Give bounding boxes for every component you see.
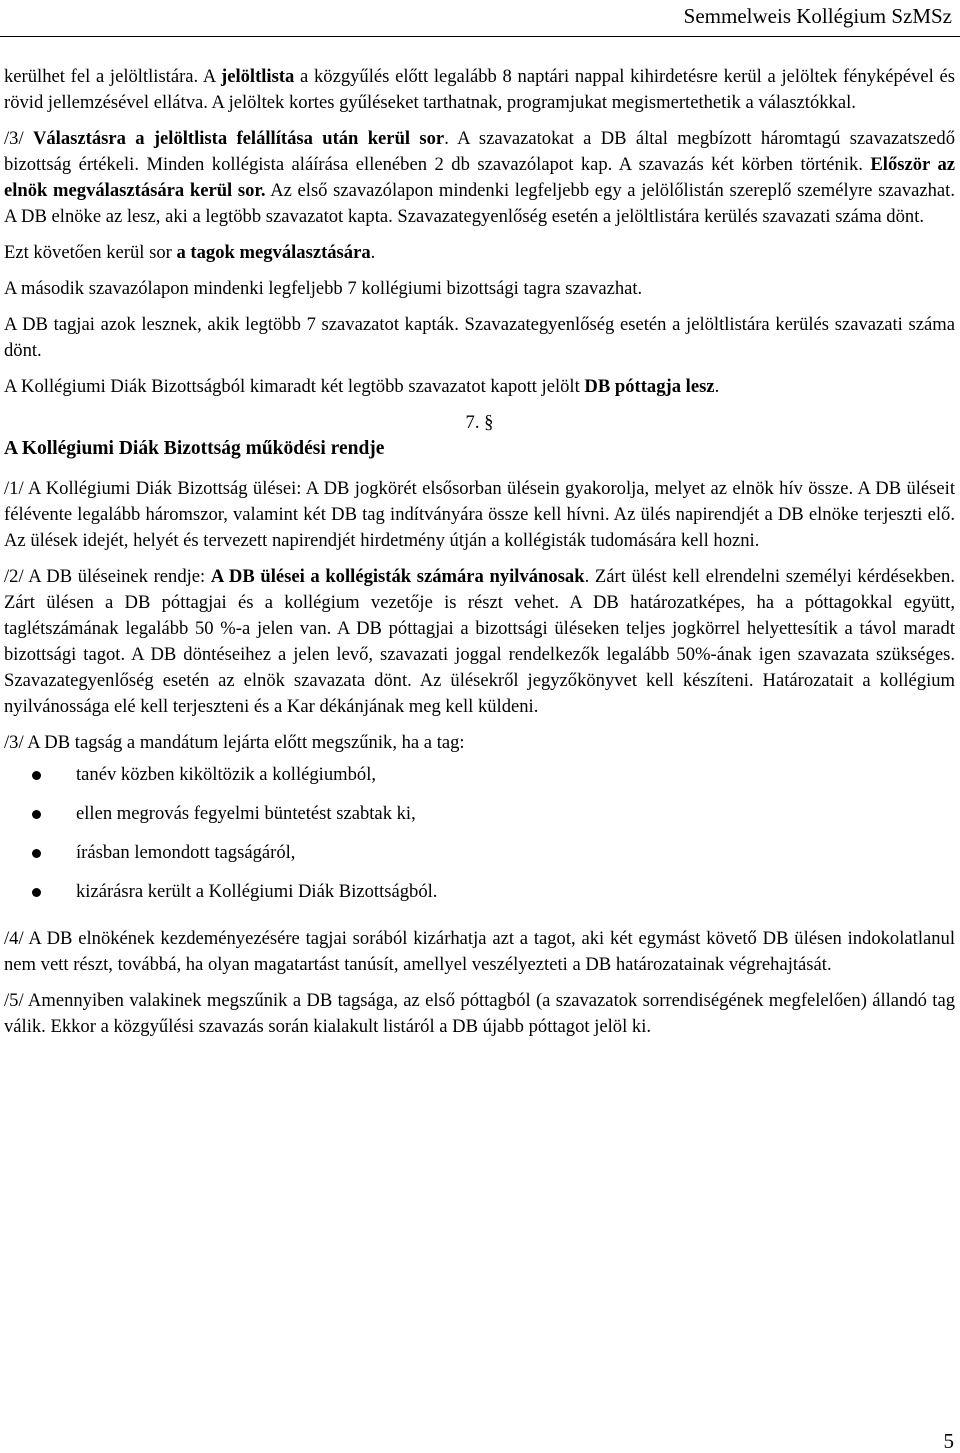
page-number: 5 <box>943 1429 954 1453</box>
bold-text: DB póttagja lesz <box>584 376 715 397</box>
paragraph-members-election <box>4 240 955 266</box>
list-item <box>4 801 955 840</box>
text-run: kerülhet fel a jelöltlistára. A <box>4 66 221 87</box>
paragraph-meeting-rules <box>4 564 955 720</box>
paragraph-exclusion: /4/ A DB elnökének kezdeményezésére tagjai sorából kizárhatja azt a tagot, aki két egymást követő DB ülésen indokolatlanul nem vett részt, továbbá, ha olyan magatartást tanúsít, amellyel veszélyezteti a DB határozatainak végrehajtását. <box>4 928 955 975</box>
text-run: Az első szavazólapon mindenki legfeljebb egy a jelölőlistán szereplő személyre szavazhat. A DB elnöke az lesz, aki a legtöbb szavazatot kapta. Szavazategyenlőség esetén a jelöltlistára kerülés szavazati száma dönt. <box>4 180 955 227</box>
paragraph-election-procedure <box>4 126 955 230</box>
list-item-text: tanév közben kiköltözik a kollégiumból, <box>76 764 377 785</box>
section-number-text: 7. <box>465 412 480 433</box>
section-number <box>4 410 955 436</box>
page-header <box>0 0 960 37</box>
list-item-text: kizárásra került a Kollégiumi Diák Bizottságból. <box>76 881 438 902</box>
section-title: A Kollégiumi Diák Bizottság működési rendje <box>4 438 385 459</box>
bold-text: Választásra a jelöltlista felállítása után kerül sor <box>32 128 445 149</box>
bold-text: a tagok megválasztására <box>176 242 371 263</box>
text-run: /3/ <box>4 128 33 149</box>
paragraph-substitutes <box>4 374 955 400</box>
text-run: . A szavazatokat a DB által megbízott háromtagú szavazatszedő bizottság értékeli. Minden kollégista aláírása ellenében 2 db szavazólapot kap. A szavazás két körben történik. <box>4 128 955 175</box>
text-run: Ezt követően kerül sor <box>4 242 177 263</box>
paragraph-members-result: A DB tagjai azok lesznek, akik legtöbb 7 szavazatot kapták. Szavazategyenlőség esetén a jelöltlistára kerülés szavazati száma dönt. <box>4 314 955 361</box>
paragraph-membership-end: /3/ A DB tagság a mandátum lejárta előtt megszűnik, ha a tag: <box>4 732 465 753</box>
bold-text: A DB ülései a kollégisták számára nyilvánosak <box>210 566 585 587</box>
bold-text: Először az elnök megválasztására kerül sor. <box>4 154 955 201</box>
bold-text: jelöltlista <box>221 66 295 87</box>
list-item-text: írásban lemondott tagságáról, <box>76 842 296 863</box>
bullet-icon <box>32 888 41 897</box>
paragraph-replacement: /5/ Amennyiben valakinek megszűnik a DB tagsága, az első póttagból (a szavazatok sorrendiségének megfelelően) állandó tag válik. Ekkor a közgyűlési szavazás során kialakult listáról a DB újabb póttagot jelöl ki. <box>4 990 955 1037</box>
paragraph-meetings: /1/ A Kollégiumi Diák Bizottság ülései: A DB jogkörét elsősorban ülésein gyakorolja, melyet az elnök hív össze. A DB üléseit félévente legalább háromszor, valamint két DB tag indítványára össze kell hívni. Az ülés napirendjét a DB elnöke terjeszti elő. Az ülések idejét, helyét és tervezett napirendjét hirdetmény útján a kollégisták tudomására kell hozni. <box>4 478 955 551</box>
list-item <box>4 762 955 801</box>
paragraph-candidate-list <box>4 64 955 116</box>
bullet-icon <box>32 849 41 858</box>
bullet-icon <box>32 771 41 780</box>
list-item <box>4 879 955 918</box>
text-run: . Zárt ülést kell elrendelni személyi kérdésekben. Zárt ülésen a DB póttagjai és a kollégium vezetője is részt vehet. A DB határozatképes, ha a póttagokkal együtt, taglétszámának legalább 50 %-a jelen van. A DB póttagjai a bizottsági üléseken teljes jogkörrel helyettesítik a távol maradt bizottsági tagot. A DB döntéseihez a jelen levő, szavazati joggal rendelkezők legalább 50%-ának igen szavazata szükséges. Szavazategyenlőség esetén az elnök szavazata dönt. Az ülésekről jegyzőkönyvet kell készíteni. Határozatait a kollégium nyilvánossága elé kell terjeszteni és a Kar dékánjának meg kell küldeni. <box>4 566 955 717</box>
text-run: . <box>714 376 720 397</box>
text-run: a közgyűlés előtt legalább 8 naptári nappal kihirdetésre kerül a jelöltek fényképével és rövid jellemzésével ellátva. A jelöltek kortes gyűléseket tarthatnak, programjukat megismertethetik a választókkal. <box>4 66 955 113</box>
list-item-text: ellen megrovás fegyelmi büntetést szabtak ki, <box>76 803 416 824</box>
section-sign-icon: § <box>484 412 494 433</box>
text-run: /2/ A DB üléseinek rendje: <box>4 566 211 587</box>
bullet-icon <box>32 810 41 819</box>
header-title: Semmelweis Kollégium SzMSz <box>683 4 952 28</box>
text-run: . <box>370 242 376 263</box>
list-item <box>4 840 955 879</box>
document-body <box>4 64 955 1050</box>
paragraph-second-ballot: A második szavazólapon mindenki legfeljebb 7 kollégiumi bizottsági tagra szavazhat. <box>4 278 643 299</box>
membership-end-list <box>4 762 955 918</box>
text-run: A Kollégiumi Diák Bizottságból kimaradt két legtöbb szavazatot kapott jelölt <box>4 376 585 397</box>
